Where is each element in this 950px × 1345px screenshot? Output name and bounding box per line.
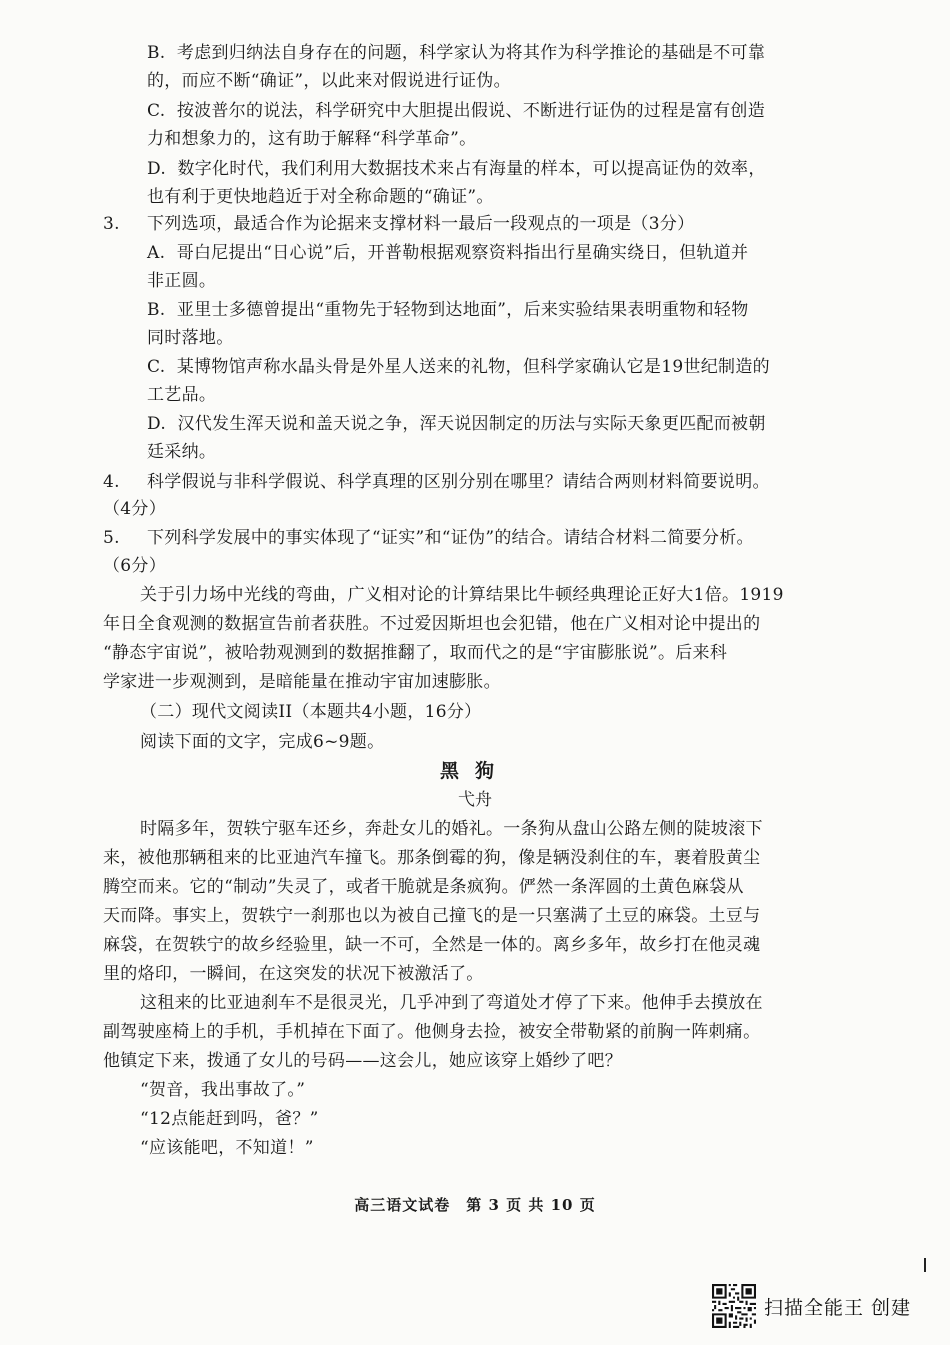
q5-material-line: 学家进一步观测到，是暗能量在推动宇宙加速膨胀。 bbox=[103, 672, 501, 692]
question-number: 4. bbox=[103, 472, 120, 492]
story-line: 腾空而来。它的“制动”失灵了，或者干脆就是条疯狗。俨然一条浑圆的土黄色麻袋从 bbox=[103, 877, 744, 897]
option-text: 数字化时代，我们利用大数据技术来占有海量的样本，可以提高证伪的效率， bbox=[177, 159, 766, 179]
option-letter: D. bbox=[147, 159, 167, 179]
story-line: 副驾驶座椅上的手机，手机掉在下面了。他侧身去捡，被安全带勒紧的前胸一阵刺痛。 bbox=[103, 1022, 761, 1042]
q3-option-d-cont: 廷采纳。 bbox=[147, 442, 217, 462]
page-footer: 高三语文试卷 第 3 页 共 10 页 bbox=[354, 1196, 596, 1214]
q2-option-c bbox=[147, 99, 765, 123]
q5-material-line: 关于引力场中光线的弯曲，广义相对论的计算结果比牛顿经典理论正好大1倍。1919 bbox=[140, 585, 784, 605]
question-number: 3. bbox=[103, 214, 120, 234]
q2-option-d-cont: 也有利于更快地趋近于对全称命题的“确证”。 bbox=[147, 187, 494, 207]
story-line: 麻袋，在贺轶宁的故乡经验里，缺一不可，全然是一体的。离乡多年，故乡打在他灵魂 bbox=[103, 935, 761, 955]
story-line: 他镇定下来，拨通了女儿的号码——这会儿，她应该穿上婚纱了吧？ bbox=[103, 1051, 622, 1071]
story-dialogue: “应该能吧，不知道！” bbox=[140, 1138, 314, 1158]
option-text: 某博物馆声称水晶头骨是外星人送来的礼物，但科学家确认它是19世纪制造的 bbox=[176, 357, 770, 377]
q5-material-line: “静态宇宙说”，被哈勃观测到的数据推翻了，取而代之的是“宇宙膨胀说”。后来科 bbox=[103, 643, 728, 663]
option-text: 按波普尔的说法，科学研究中大胆提出假说、不断进行证伪的过程是富有创造 bbox=[176, 101, 766, 121]
option-letter: C. bbox=[147, 101, 166, 121]
option-text: 亚里士多德曾提出“重物先于轻物到达地面”，后来实验结果表明重物和轻物 bbox=[176, 300, 749, 320]
q5-material-line: 年日全食观测的数据宣告前者获胜。不过爱因斯坦也会犯错，他在广义相对论中提出的 bbox=[103, 614, 761, 634]
section-instruction: 阅读下面的文字，完成6~9题。 bbox=[140, 732, 385, 752]
option-letter: D. bbox=[147, 414, 167, 434]
page-edge-mark bbox=[924, 1258, 926, 1272]
question-stem: 下列选项，最适合作为论据来支撑材料一最后一段观点的一项是（3分） bbox=[147, 214, 695, 234]
q2-option-b-cont: 的，而应不断“确证”，以此来对假说进行证伪。 bbox=[147, 71, 511, 91]
story-dialogue: “12点能赶到吗，爸？” bbox=[140, 1109, 319, 1129]
scanner-watermark bbox=[712, 1284, 911, 1328]
q3-option-a-cont: 非正圆。 bbox=[147, 271, 217, 291]
option-text: 哥白尼提出“日心说”后，开普勒根据观察资料指出行星确实绕日，但轨道并 bbox=[176, 243, 749, 263]
option-text: 汉代发生浑天说和盖天说之争，浑天说因制定的历法与实际天象更匹配而被朝 bbox=[177, 414, 766, 434]
q2-option-c-cont: 力和想象力的，这有助于解释“科学革命”。 bbox=[147, 129, 477, 149]
question-4-points: （4分） bbox=[103, 499, 167, 519]
question-number: 5. bbox=[103, 528, 120, 548]
question-5-points: （6分） bbox=[103, 556, 167, 576]
story-line: 来，被他那辆租来的比亚迪汽车撞飞。那条倒霉的狗，像是辆没刹住的车，裹着股黄尘 bbox=[103, 848, 761, 868]
option-letter: B. bbox=[147, 300, 166, 320]
story-author: 弋舟 bbox=[458, 790, 492, 810]
q3-option-a bbox=[147, 241, 748, 265]
story-line: 天而降。事实上，贺轶宁一刹那也以为被自己撞飞的是一只塞满了土豆的麻袋。土豆与 bbox=[103, 906, 761, 926]
q3-option-d bbox=[147, 412, 766, 436]
qr-code-icon bbox=[712, 1284, 756, 1328]
story-line: 里的烙印，一瞬间，在这突发的状况下被激活了。 bbox=[103, 964, 484, 984]
q3-option-b-cont: 同时落地。 bbox=[147, 328, 234, 348]
q3-option-b bbox=[147, 298, 749, 322]
option-letter: B. bbox=[147, 43, 166, 63]
question-stem: 科学假说与非科学假说、科学真理的区别分别在哪里？请结合两则材料简要说明。 bbox=[147, 472, 770, 492]
option-letter: C. bbox=[147, 357, 166, 377]
question-stem: 下列科学发展中的事实体现了“证实”和“证伪”的结合。请结合材料二简要分析。 bbox=[147, 528, 754, 548]
q3-option-c-cont: 工艺品。 bbox=[147, 385, 217, 405]
section-heading: （二）现代文阅读II（本题共4小题，16分） bbox=[140, 702, 482, 722]
option-letter: A. bbox=[147, 243, 166, 263]
q2-option-b bbox=[147, 41, 765, 65]
option-text: 考虑到归纳法自身存在的问题，科学家认为将其作为科学推论的基础是不可靠 bbox=[176, 43, 766, 63]
q2-option-d bbox=[147, 157, 766, 181]
watermark-text: 扫描全能王 创建 bbox=[764, 1296, 912, 1319]
story-dialogue: “贺音，我出事故了。” bbox=[140, 1080, 306, 1100]
story-line: 这租来的比亚迪刹车不是很灵光，几乎冲到了弯道处才停了下来。他伸手去摸放在 bbox=[140, 993, 763, 1013]
story-title: 黑狗 bbox=[439, 760, 510, 782]
q3-option-c bbox=[147, 355, 770, 379]
story-line: 时隔多年，贺轶宁驱车还乡，奔赴女儿的婚礼。一条狗从盘山公路左侧的陡坡滚下 bbox=[140, 819, 763, 839]
